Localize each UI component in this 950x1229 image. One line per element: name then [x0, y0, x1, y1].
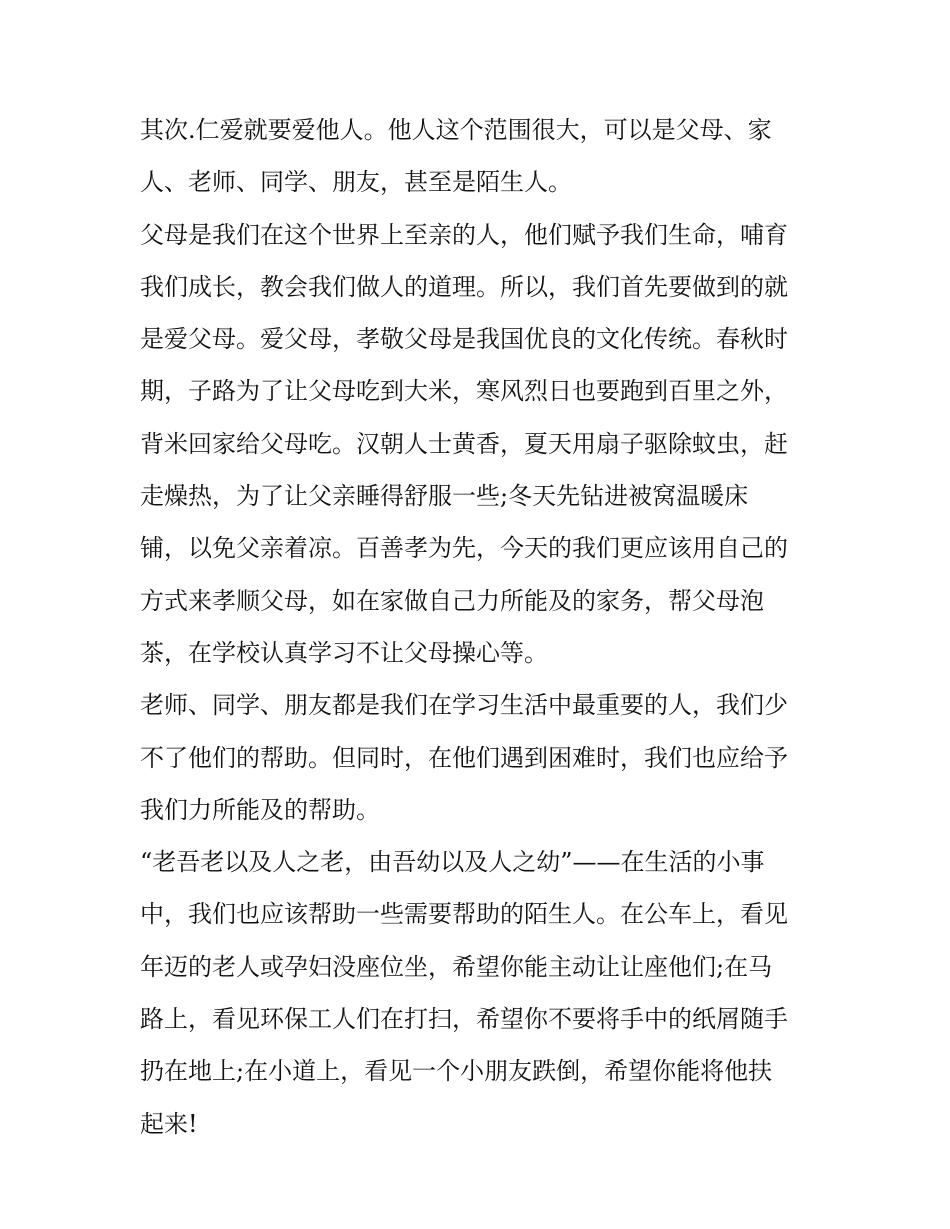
text-line: 中，我们也应该帮助一些需要帮助的陌生人。在公车上，看见	[140, 900, 788, 929]
text-line: 走燥热，为了让父亲睡得舒服一些;冬天先钻进被窝温暖床	[140, 482, 749, 511]
text-line: 茶，在学校认真学习不让父母操心等。	[140, 638, 548, 667]
document-body	[140, 108, 830, 1154]
text-line: 铺，以免父亲着凉。百善孝为先，今天的我们更应该用自己的	[140, 534, 788, 563]
text-line: 期，子路为了让父母吃到大米，寒风烈日也要跑到百里之外，	[140, 377, 788, 406]
paragraph-loving-others	[140, 108, 830, 213]
text-line: 老师、同学、朋友都是我们在学习生活中最重要的人，我们少	[140, 691, 788, 720]
text-line: 起来!	[140, 1109, 198, 1138]
text-line: 我们成长，教会我们做人的道理。所以，我们首先要做到的就	[140, 272, 788, 301]
text-line: 我们力所能及的帮助。	[140, 795, 380, 824]
paragraph-loving-parents	[140, 213, 830, 684]
text-line: 扔在地上;在小道上，看见一个小朋友跌倒，希望你能将他扶	[140, 1057, 773, 1086]
text-line: 是爱父母。爱父母，孝敬父母是我国优良的文化传统。春秋时	[140, 325, 788, 354]
text-line: 年迈的老人或孕妇没座位坐，希望你能主动让让座他们;在马	[140, 952, 773, 981]
text-line: 背米回家给父母吃。汉朝人士黄香，夏天用扇子驱除蚊虫，赶	[140, 429, 788, 458]
paragraph-teachers-friends	[140, 683, 830, 840]
paragraph-strangers	[140, 840, 830, 1154]
text-line: 人、老师、同学、朋友，甚至是陌生人。	[140, 168, 572, 197]
text-line: 方式来孝顺父母，如在家做自己力所能及的家务，帮父母泡	[140, 586, 764, 615]
text-line: 父母是我们在这个世界上至亲的人，他们赋予我们生命，哺育	[140, 220, 788, 249]
text-line: 其次.仁爱就要爱他人。他人这个范围很大，可以是父母、家	[140, 116, 772, 144]
text-line: 路上，看见环保工人们在打扫，希望你不要将手中的纸屑随手	[140, 1005, 788, 1034]
text-line: “老吾老以及人之老，由吾幼以及人之幼”——在生活的小事	[140, 848, 765, 877]
text-line: 不了他们的帮助。但同时，在他们遇到困难时，我们也应给予	[140, 743, 788, 772]
